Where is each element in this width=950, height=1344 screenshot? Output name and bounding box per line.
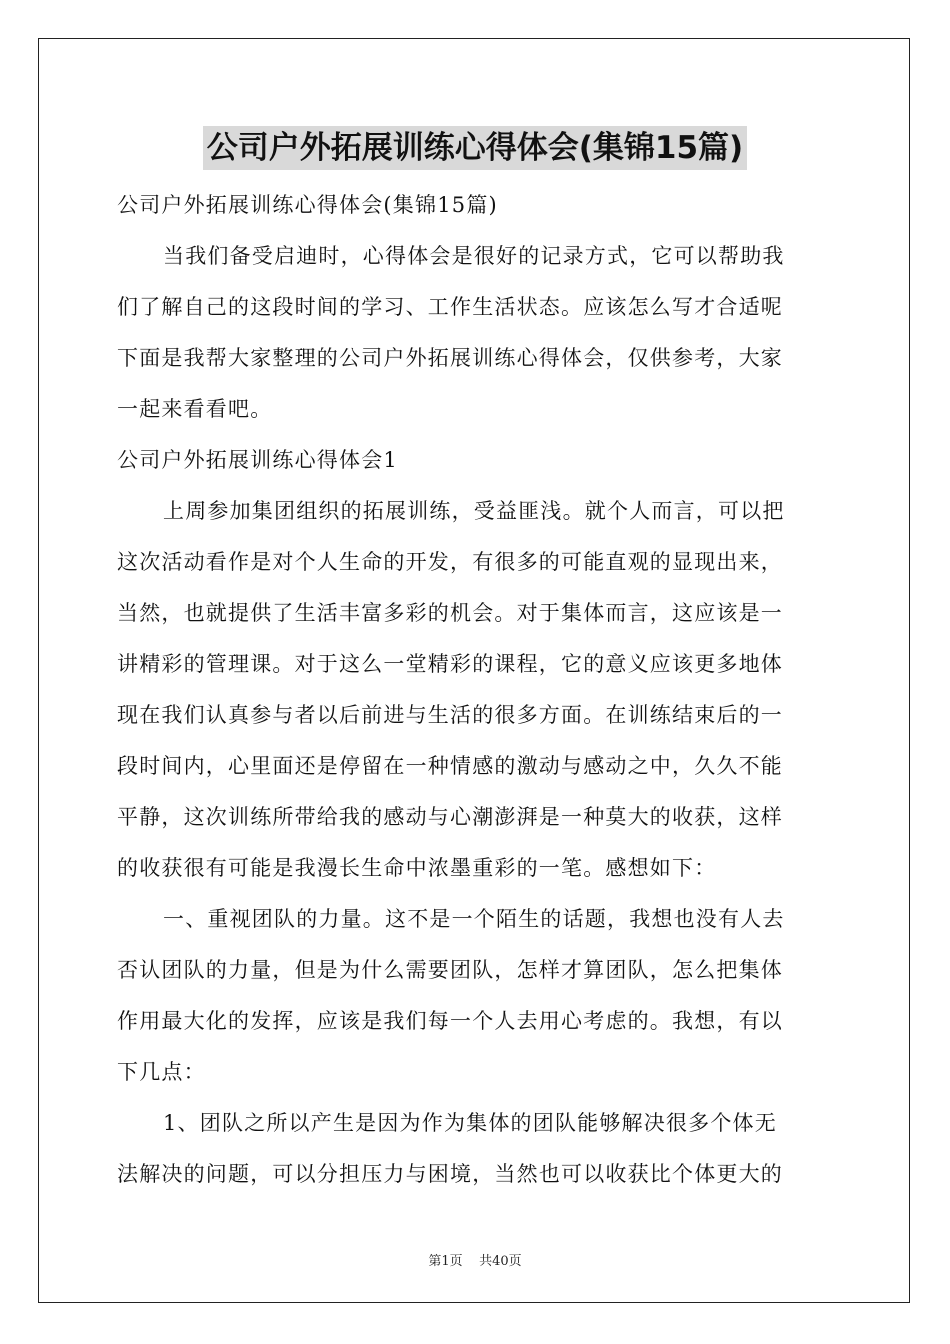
text-line: 作用最大化的发挥，应该是我们每一个人去用心考虑的。我想，有以	[117, 1009, 783, 1033]
text-line: 法解决的问题，可以分担压力与困境，当然也可以收获比个体更大的	[117, 1162, 783, 1186]
text-line: 这次活动看作是对个人生命的开发，有很多的可能直观的显现出来，	[117, 550, 783, 574]
text-line: 下面是我帮大家整理的公司户外拓展训练心得体会，仅供参考，大家	[117, 346, 783, 370]
text-line: 1、团队之所以产生是因为作为集体的团队能够解决很多个体无	[163, 1111, 777, 1135]
text-line: 上周参加集团组织的拓展训练，受益匪浅。就个人而言，可以把	[163, 499, 785, 523]
text-line: 平静，这次训练所带给我的感动与心潮澎湃是一种莫大的收获，这样	[117, 805, 783, 829]
page-number: 第1页	[428, 1254, 463, 1269]
text-line: 当然，也就提供了生活丰富多彩的机会。对于集体而言，这应该是一	[117, 601, 783, 625]
text-line: 下几点：	[117, 1060, 206, 1084]
page-footer	[0, 1250, 950, 1269]
document-title: 公司户外拓展训练心得体会(集锦15篇)	[203, 126, 747, 170]
text-line: 否认团队的力量，但是为什么需要团队，怎样才算团队，怎么把集体	[117, 958, 783, 982]
page-total: 共40页	[479, 1254, 522, 1269]
text-line: 讲精彩的管理课。对于这么一堂精彩的课程，它的意义应该更多地体	[117, 652, 783, 676]
text-line: 一起来看看吧。	[117, 397, 273, 421]
text-line: 公司户外拓展训练心得体会1	[117, 448, 398, 472]
text-line: 公司户外拓展训练心得体会(集锦15篇)	[117, 193, 498, 217]
title-container	[0, 126, 950, 170]
text-line: 现在我们认真参与者以后前进与生活的很多方面。在训练结束后的一	[117, 703, 783, 727]
text-line: 的收获很有可能是我漫长生命中浓墨重彩的一笔。感想如下：	[117, 856, 717, 880]
text-line: 一、重视团队的力量。这不是一个陌生的话题，我想也没有人去	[163, 907, 785, 931]
document-body	[117, 180, 833, 1200]
text-line: 们了解自己的这段时间的学习、工作生活状态。应该怎么写才合适呢	[117, 295, 783, 319]
text-line: 段时间内，心里面还是停留在一种情感的激动与感动之中，久久不能	[117, 754, 783, 778]
text-line: 当我们备受启迪时，心得体会是很好的记录方式，它可以帮助我	[163, 244, 785, 268]
